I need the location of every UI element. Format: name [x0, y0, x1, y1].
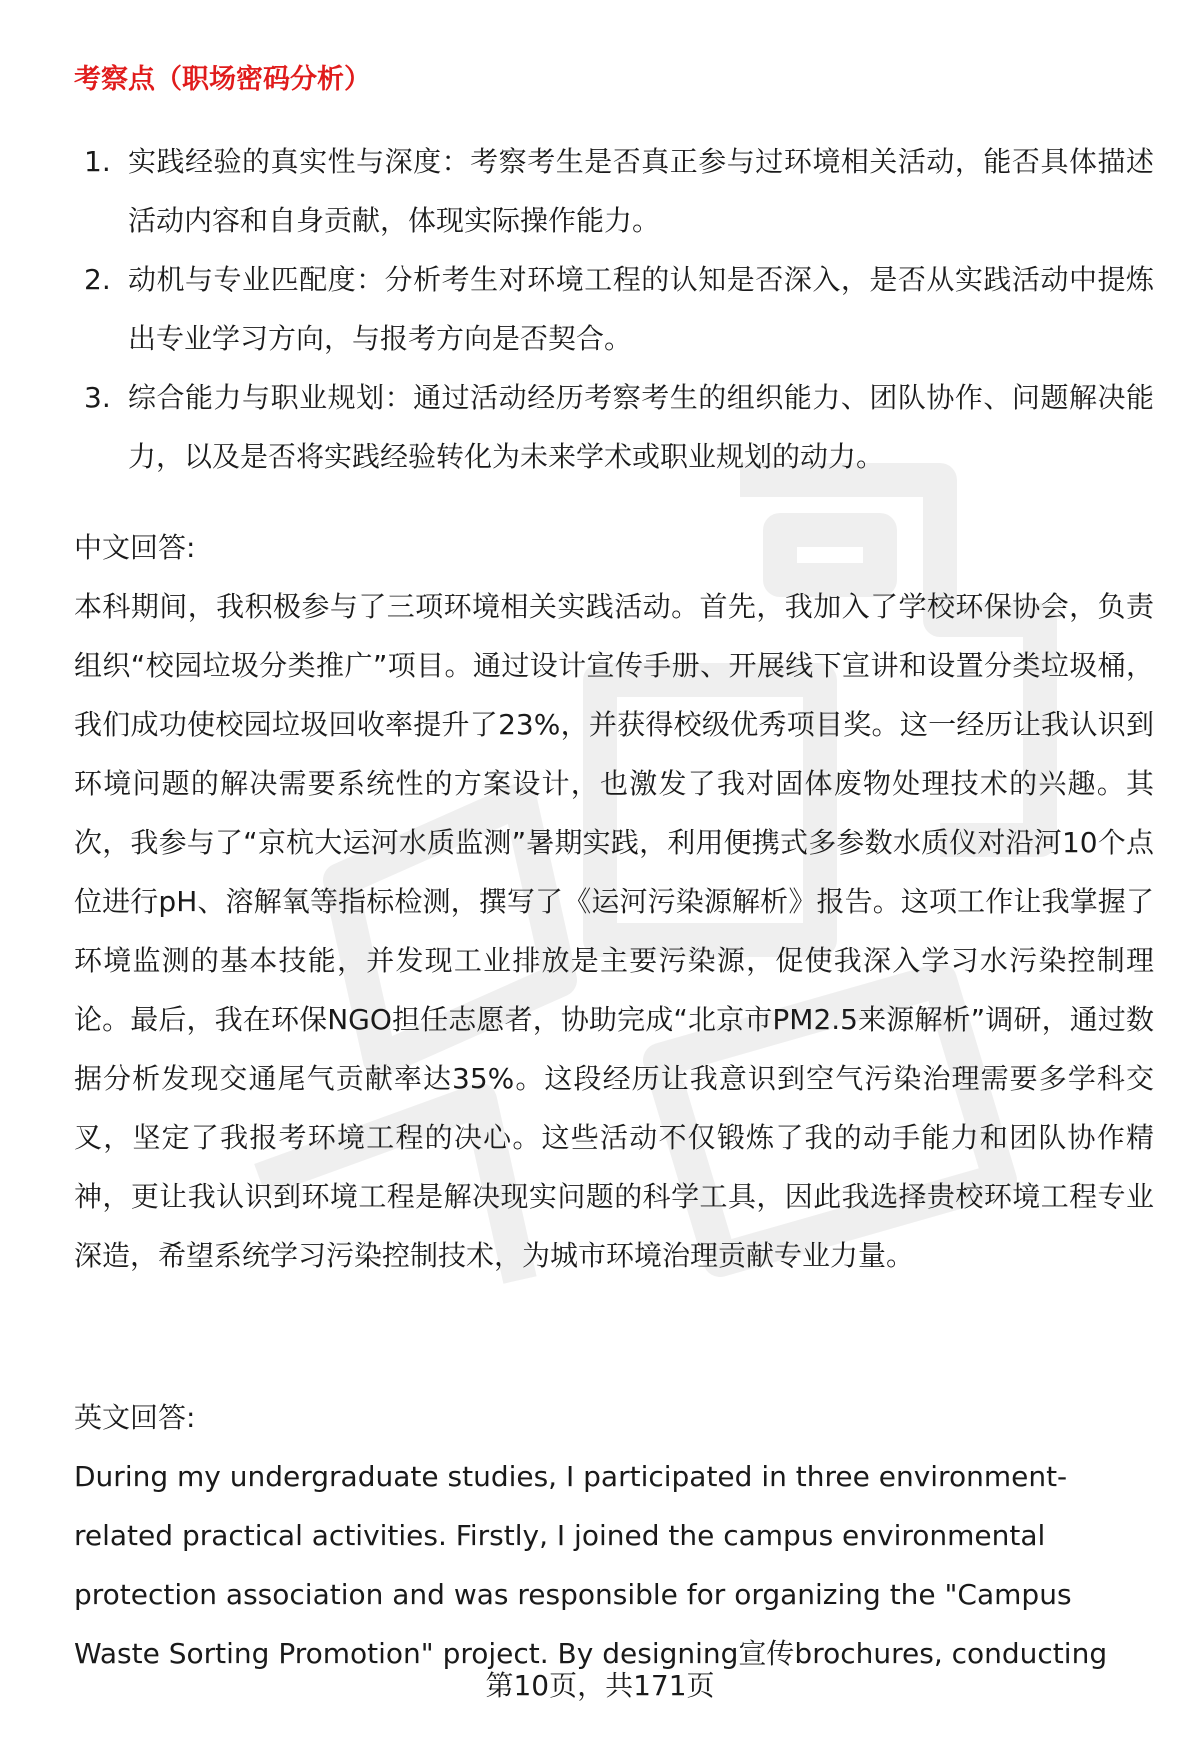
list-item [74, 368, 1154, 486]
list-item-number: 1. [84, 145, 111, 178]
chinese-answer-text: 本科期间，我积极参与了三项环境相关实践活动。首先，我加入了学校环保协会，负责组织“校园垃圾分类推广”项目。通过设计宣传手册、开展线下宣讲和设置分类垃圾桶，我们成功使校园垃圾回收率提升了23%，并获得校级优秀项目奖。这一经历让我认识到环境问题的解决需要系统性的方案设计，也激发了我对固体废物处理技术的兴趣。其次，我参与了“京杭大运河水质监测”暑期实践，利用便携式多参数水质仪对沿河10个点位进行pH、溶解氧等指标检测，撰写了《运河污染源解析》报告。这项工作让我掌握了环境监测的基本技能，并发现工业排放是主要污染源，促使我深入学习水污染控制理论。最后，我在环保NGO担任志愿者，协助完成“北京市PM2.5来源解析”调研，通过数据分析发现交通尾气贡献率达35%。这段经历让我意识到空气污染治理需要多学科交叉，坚定了我报考环境工程的决心。这些活动不仅锻炼了我的动手能力和团队协作精神，更让我认识到环境工程是解决现实问题的科学工具，因此我选择贵校环境工程专业深造，希望系统学习污染控制技术，为城市环境治理贡献专业力量。 [74, 590, 1154, 1272]
chinese-answer-label: 中文回答: [74, 531, 196, 564]
key-points-list [74, 132, 1154, 486]
english-answer-label: 英文回答: [74, 1401, 196, 1434]
english-answer-text: During my undergraduate studies, I participated in three environment-related practical activities. Firstly, I joined the campus environmental protection association and was responsible for organizing the "Campus Waste Sorting Promotion" project. By designing宣传brochures, conducting [74, 1460, 1108, 1670]
list-item [74, 132, 1154, 250]
list-item-number: 3. [84, 381, 111, 414]
list-item-number: 2. [84, 263, 111, 296]
page-number-footer: 第10页，共171页 [485, 1669, 715, 1702]
list-item-text: 动机与专业匹配度：分析考生对环境工程的认知是否深入，是否从实践活动中提炼出专业学习方向，与报考方向是否契合。 [128, 263, 1154, 355]
list-item-text: 综合能力与职业规划：通过活动经历考察考生的组织能力、团队协作、问题解决能力，以及是否将实践经验转化为未来学术或职业规划的动力。 [128, 381, 1154, 473]
section-heading: 考察点（职场密码分析） [74, 64, 371, 95]
list-item-text: 实践经验的真实性与深度：考察考生是否真正参与过环境相关活动，能否具体描述活动内容和自身贡献，体现实际操作能力。 [128, 145, 1154, 237]
list-item [74, 250, 1154, 368]
